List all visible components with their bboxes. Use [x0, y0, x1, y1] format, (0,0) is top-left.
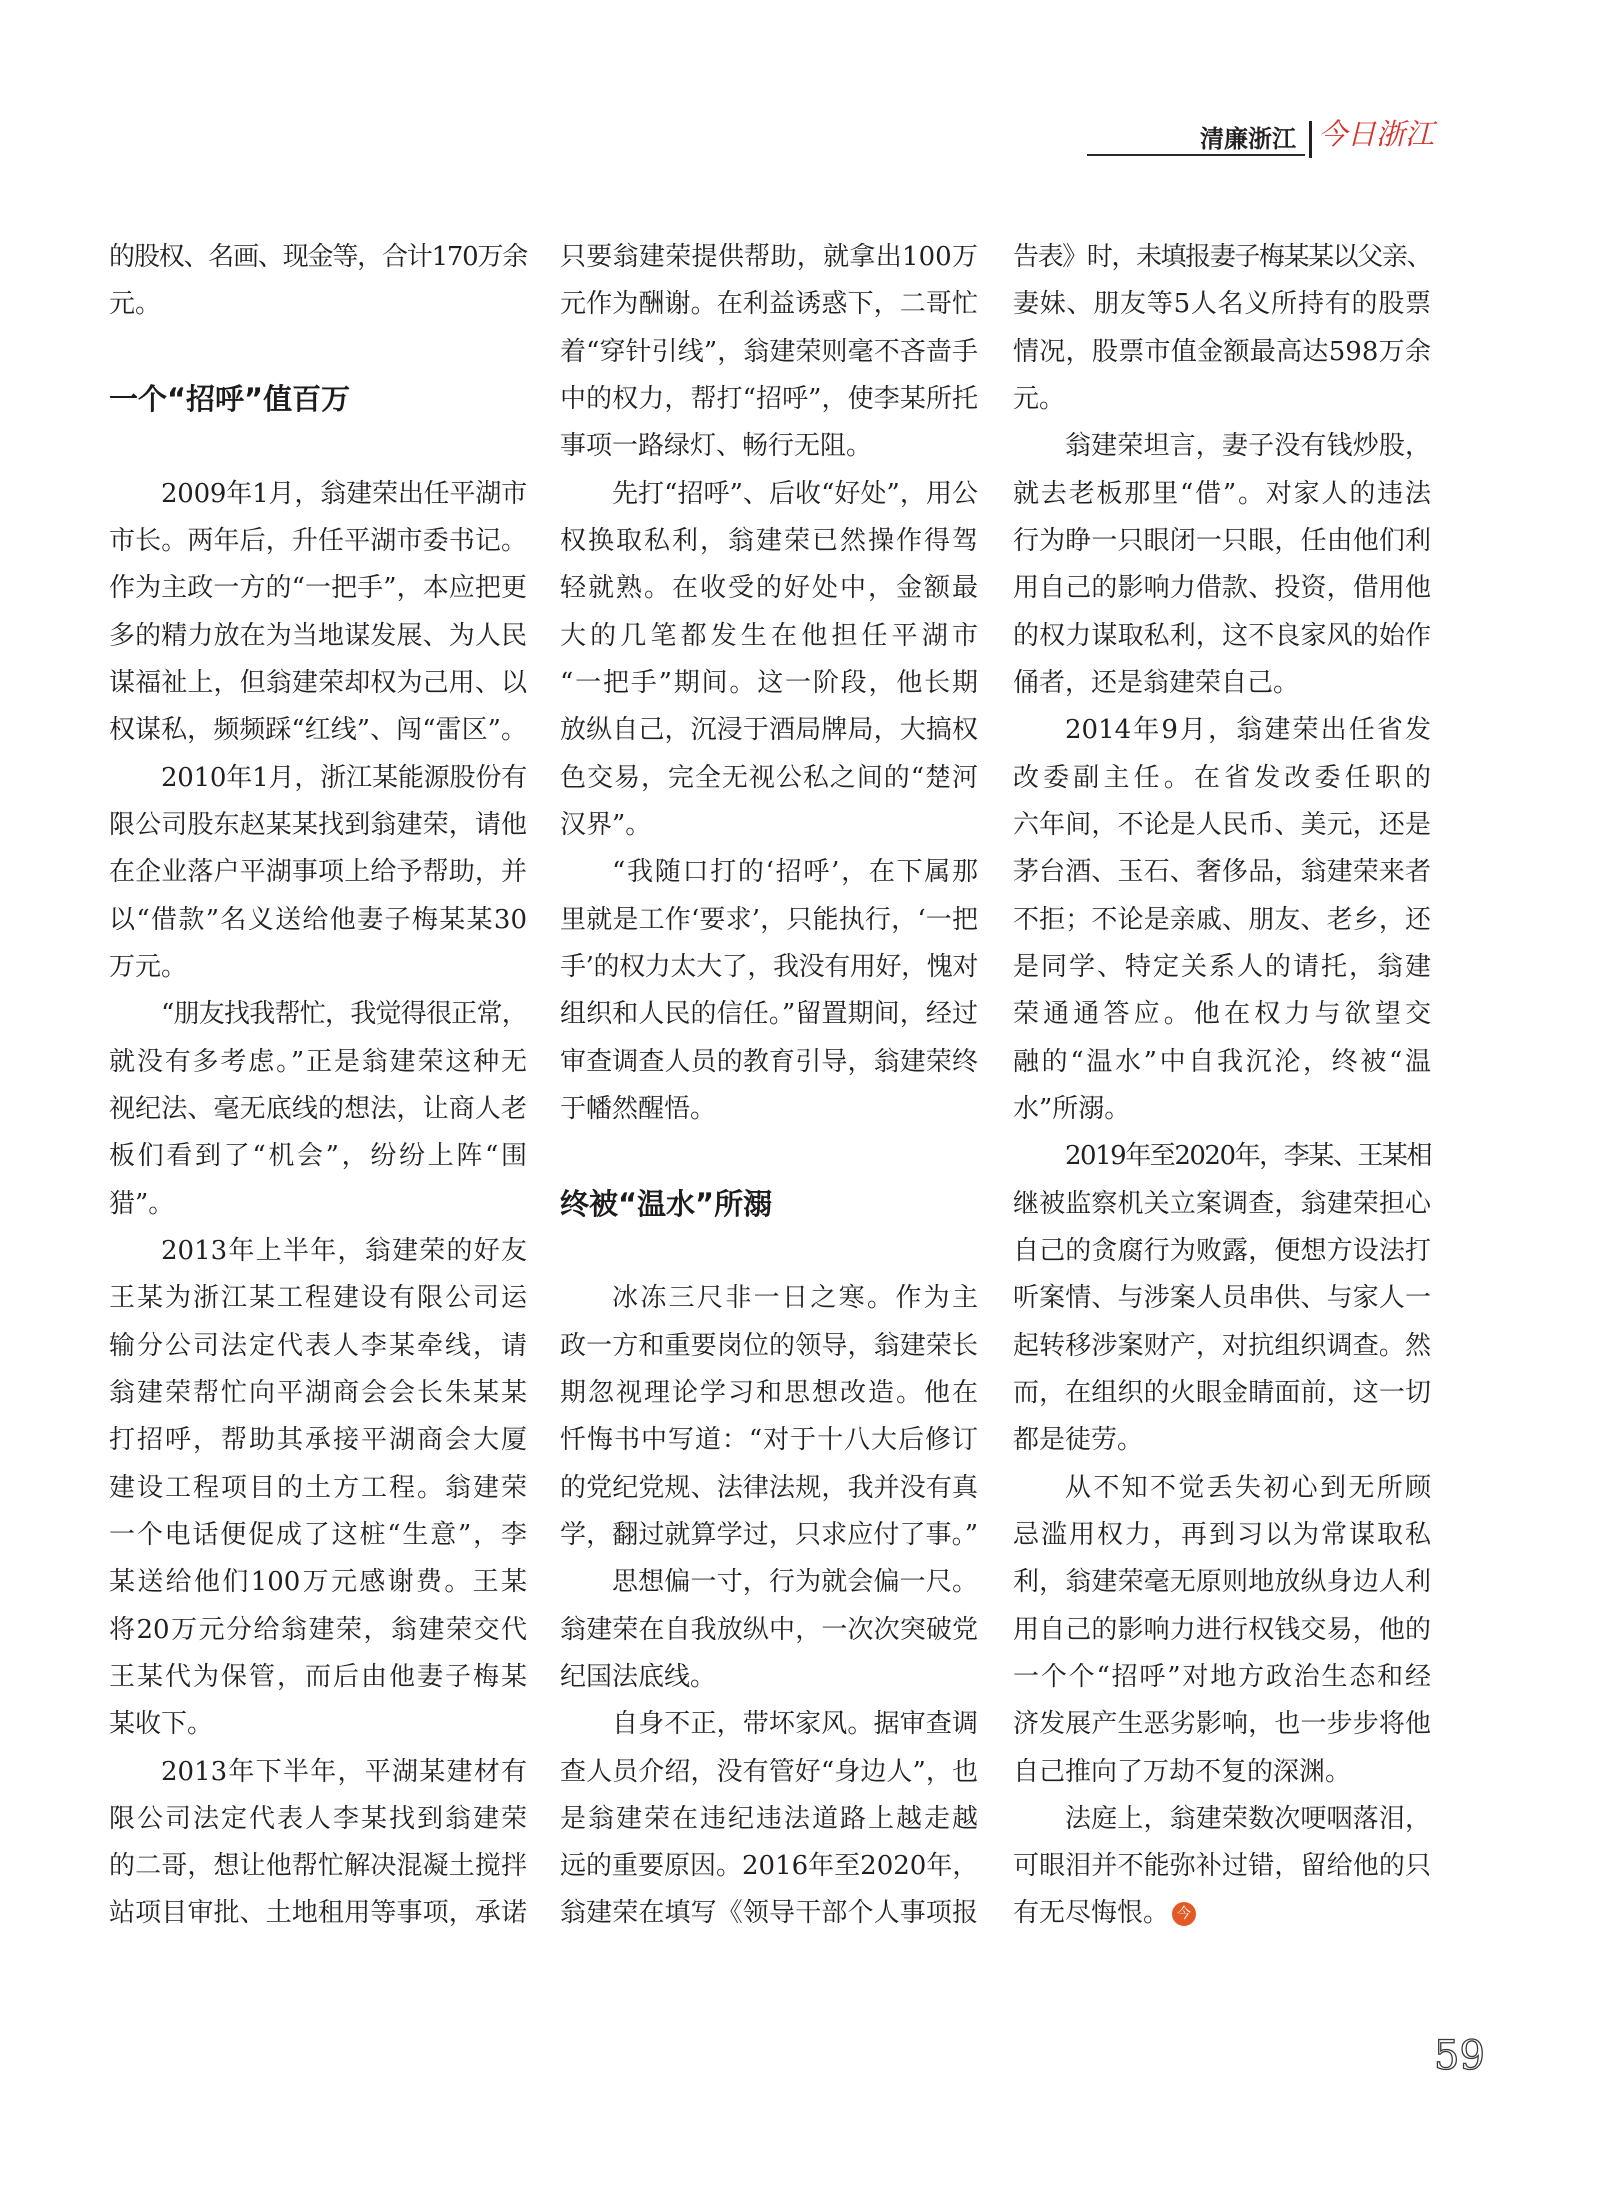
paragraph-line: 远的重要原因。2016年至2020年，: [560, 1851, 979, 1882]
paragraph-line: 只要翁建荣提供帮助，就拿出100万: [560, 242, 978, 272]
paragraph: [1013, 1796, 1431, 1938]
paragraph-line: 的二哥，想让他帮忙解决混凝土搅拌: [109, 1851, 527, 1882]
paragraph-line: 轻就熟。在收受的好处中，金额最: [560, 573, 978, 604]
section-heading: 终被“温水”所溺: [560, 1186, 773, 1221]
paragraph-line: 一个个“招呼”对地方政治生态和经: [1013, 1661, 1431, 1692]
paragraph-line: 查人员介绍，没有管好“身边人”，也: [560, 1756, 978, 1787]
paragraph-line: 告表》时，未填报妻子梅某某以父亲、: [1013, 242, 1431, 272]
paragraph-line: 元。: [109, 289, 162, 320]
paragraph-line: 情况，股票市值金额最高达598万余: [1013, 336, 1431, 367]
paragraph-line: 继被监察机关立案调查，翁建荣担心: [1013, 1188, 1431, 1219]
paragraph-line: 都是徒劳。: [1013, 1425, 1144, 1456]
paragraph-line: 用自己的影响力借款、投资，借用他: [1013, 573, 1431, 604]
paragraph-line: 茅台酒、玉石、奢侈品，翁建荣来者: [1013, 857, 1431, 888]
paragraph-line: 手’的权力太大了，我没有用好，愧对: [560, 951, 978, 982]
paragraph-line: [1013, 1890, 1431, 1937]
paragraph: [1013, 1465, 1431, 1796]
paragraph-line: 2010年1月，浙江某能源股份有: [161, 762, 527, 793]
paragraph-line: 翁建荣在填写《领导干部个人事项报: [560, 1898, 978, 1929]
paragraph-line: 2013年下半年，平湖某建材有: [161, 1756, 527, 1787]
paragraph-line: 权谋私，频频踩“红线”、闯“雷区”。: [109, 715, 527, 746]
paragraph: [109, 991, 527, 1228]
paragraph-line: 就没有多考虑。”正是翁建荣这种无: [109, 1046, 527, 1077]
paragraph-line: 2019年至2020年，李某、王某相: [1065, 1141, 1431, 1172]
paragraph-line: 忏悔书中写道：“对于十八大后修订: [560, 1425, 978, 1456]
paragraph-line: 某送给他们100万元感谢费。王某: [109, 1567, 527, 1598]
paragraph: [1013, 423, 1431, 707]
paragraph: [560, 1559, 978, 1701]
paragraph-line: 自己的贪腐行为败露，便想方设法打: [1013, 1235, 1431, 1266]
paragraph-line: 忌滥用权力，再到习以为常谋取私: [1013, 1519, 1431, 1550]
paragraph-line: 是同学、特定关系人的请托，翁建: [1013, 951, 1431, 982]
paragraph-line: 是翁建荣在违纪违法道路上越走越: [560, 1803, 978, 1834]
paragraph-line: 限公司法定代表人李某找到翁建荣: [109, 1803, 527, 1834]
paragraph-line: 色交易，完全无视公私之间的“楚河: [560, 762, 978, 793]
paragraph-line: 翁建荣坦言，妻子没有钱炒股，: [1065, 431, 1431, 462]
paragraph: [1013, 234, 1431, 423]
paragraph-line: 2013年上半年，翁建荣的好友: [161, 1235, 527, 1266]
paragraph-line: 审查调查人员的教育引导，翁建荣终: [560, 1046, 978, 1077]
paragraph-line: 限公司股东赵某某找到翁建荣，请他: [109, 809, 527, 840]
paragraph: [109, 1228, 527, 1749]
paragraph-line: 可眼泪并不能弥补过错，留给他的只: [1013, 1851, 1431, 1882]
paragraph-line: 2009年1月，翁建荣出任平湖市: [161, 478, 527, 509]
paragraph-line: 站项目审批、土地租用等事项，承诺: [109, 1898, 527, 1929]
paragraph-line: 组织和人民的信任。”留置期间，经过: [560, 999, 978, 1030]
paragraph: [109, 234, 527, 329]
paragraph-line: 建设工程项目的土方工程。翁建荣: [109, 1472, 527, 1503]
paragraph-line: 荣通通答应。他在权力与欲望交: [1013, 999, 1431, 1030]
paragraph-line: 融的“温水”中自我沉沦，终被“温: [1013, 1046, 1431, 1077]
paragraph: [109, 755, 527, 992]
paragraph-line: 利，翁建荣毫无原则地放纵身边人利: [1013, 1567, 1431, 1598]
paragraph-line: 王某代为保管，而后由他妻子梅某: [109, 1661, 527, 1692]
paragraph: [560, 1701, 978, 1938]
paragraph: [1013, 707, 1431, 1133]
paragraph: [560, 849, 978, 1133]
paragraph-line: 不拒；不论是亲戚、朋友、老乡，还: [1013, 904, 1431, 935]
paragraph-line: 放纵自己，沉浸于酒局牌局，大搞权: [560, 715, 978, 746]
paragraph-line: 妻妹、朋友等5人名义所持有的股票: [1013, 289, 1431, 320]
paragraph-line: 汉界”。: [560, 809, 652, 840]
paragraph-line: 作为主政一方的“一把手”，本应把更: [109, 573, 527, 604]
paragraph: [560, 1275, 978, 1559]
paragraph-line: 起转移涉案财产，对抗组织调查。然: [1013, 1330, 1431, 1361]
article-column-1: [109, 234, 527, 1938]
paragraph: [1013, 1133, 1431, 1464]
paragraph-line: 改委副主任。在省发改委任职的: [1013, 762, 1431, 793]
paragraph-line: 谋福祉上，但翁建荣却权为己用、以: [109, 667, 527, 698]
paragraph-line: 纪国法底线。: [560, 1661, 717, 1692]
paragraph-line: 在企业落户平湖事项上给予帮助，并: [109, 857, 527, 888]
paragraph-line: 打招呼，帮助其承接平湖商会大厦: [109, 1425, 527, 1456]
paragraph-line: 猎”。: [109, 1188, 175, 1219]
paragraph-line: 就去老板那里“借”。对家人的违法: [1013, 478, 1431, 509]
paragraph-line: 市长。两年后，升任平湖市委书记。: [109, 525, 527, 556]
paragraph-line: 济发展产生恶劣影响，也一步步将他: [1013, 1709, 1431, 1740]
paragraph-line: 行为睁一只眼闭一只眼，任由他们利: [1013, 525, 1431, 556]
paragraph-line: 万元。: [109, 951, 188, 982]
paragraph-line: 的党纪党规、法律法规，我并没有真: [560, 1472, 978, 1503]
page-number: 59: [1434, 2033, 1485, 2079]
paragraph-line: 大的几笔都发生在他担任平湖市: [560, 620, 978, 651]
paragraph-line: 自身不正，带坏家风。据审查调: [612, 1709, 978, 1740]
paragraph-line: 某收下。: [109, 1709, 214, 1740]
paragraph-line: 翁建荣帮忙向平湖商会会长朱某某: [109, 1377, 527, 1408]
paragraph-line: 自己推向了万劫不复的深渊。: [1013, 1756, 1352, 1787]
paragraph-line: “一把手”期间。这一阶段，他长期: [560, 667, 978, 698]
paragraph-line: 里就是工作‘要求’，只能执行，‘一把: [560, 904, 978, 935]
section-heading: 一个“招呼”值百万: [109, 381, 351, 416]
paragraph-line: 水”所溺。: [1013, 1093, 1131, 1124]
paragraph-line: 于幡然醒悟。: [560, 1093, 717, 1124]
paragraph-line: 从不知不觉丢失初心到无所顾: [1065, 1472, 1431, 1503]
paragraph-line-text: 有无尽悔恨。: [1013, 1898, 1170, 1929]
paragraph-line: 学，翻过就算学过，只求应付了事。”: [560, 1519, 978, 1550]
paragraph: [109, 471, 527, 755]
paragraph-line: 事项一路绿灯、畅行无阻。: [560, 431, 873, 462]
paragraph-line: 视纪法、毫无底线的想法，让商人老: [109, 1093, 527, 1124]
paragraph-line: 六年间，不论是人民币、美元，还是: [1013, 809, 1431, 840]
paragraph-line: 一个电话便促成了这桩“生意”，李: [109, 1519, 527, 1550]
paragraph: [560, 234, 978, 471]
paragraph-line: 冰冻三尺非一日之寒。作为主: [612, 1283, 978, 1314]
paragraph-line: 输分公司法定代表人李某牵线，请: [109, 1330, 527, 1361]
paragraph-line: 翁建荣在自我放纵中，一次次突破党: [560, 1614, 978, 1645]
paragraph-line: 先打“招呼”、后收“好处”，用公: [612, 478, 978, 509]
paragraph-line: 着“穿针引线”，翁建荣则毫不吝啬手: [560, 336, 978, 367]
header-divider: [1309, 121, 1312, 158]
paragraph-line: 法庭上，翁建荣数次哽咽落泪，: [1065, 1803, 1431, 1834]
paragraph-line: 王某为浙江某工程建设有限公司运: [109, 1283, 527, 1314]
article-column-2: [560, 234, 978, 1938]
paragraph-line: 期忽视理论学习和思想改造。他在: [560, 1377, 978, 1408]
paragraph-line: 元作为酬谢。在利益诱惑下，二哥忙: [560, 289, 978, 320]
paragraph: [109, 1749, 527, 1938]
paragraph-line: 政一方和重要岗位的领导，翁建荣长: [560, 1330, 978, 1361]
paragraph-line: 多的精力放在为当地谋发展、为人民: [109, 620, 527, 651]
paragraph-line: 的股权、名画、现金等，合计170万余: [109, 242, 527, 272]
paragraph-line: 俑者，还是翁建荣自己。: [1013, 667, 1300, 698]
paragraph-line: 以“借款”名义送给他妻子梅某某30: [109, 904, 527, 935]
paragraph-line: 板们看到了“机会”，纷纷上阵“围: [109, 1141, 527, 1172]
paragraph-line: 权换取私利，翁建荣已然操作得驾: [560, 525, 978, 556]
paragraph-line: “朋友找我帮忙，我觉得很正常，: [161, 999, 527, 1030]
paragraph-line: 的权力谋取私利，这不良家风的始作: [1013, 620, 1431, 651]
paragraph-line: 元。: [1013, 383, 1066, 414]
paragraph-line: 而，在组织的火眼金睛面前，这一切: [1013, 1377, 1431, 1408]
paragraph: [560, 471, 978, 850]
section-title: 清廉浙江: [1200, 125, 1296, 153]
end-of-article-mark-icon: 今: [1172, 1902, 1196, 1926]
paragraph-line: 用自己的影响力进行权钱交易，他的: [1013, 1614, 1431, 1645]
article-column-3: [1013, 234, 1431, 1938]
paragraph-line: 思想偏一寸，行为就会偏一尺。: [612, 1567, 978, 1598]
paragraph-line: 将20万元分给翁建荣，翁建荣交代: [109, 1614, 527, 1645]
paragraph-line: “我随口打的‘招呼’，在下属那: [612, 857, 978, 888]
magazine-logo: 今日浙江: [1318, 117, 1435, 151]
paragraph-line: 2014年9月，翁建荣出任省发: [1065, 715, 1431, 746]
paragraph-line: 听案情、与涉案人员串供、与家人一: [1013, 1283, 1431, 1314]
paragraph-line: 中的权力，帮打“招呼”，使李某所托: [560, 383, 978, 414]
header-rule: [1087, 154, 1305, 156]
